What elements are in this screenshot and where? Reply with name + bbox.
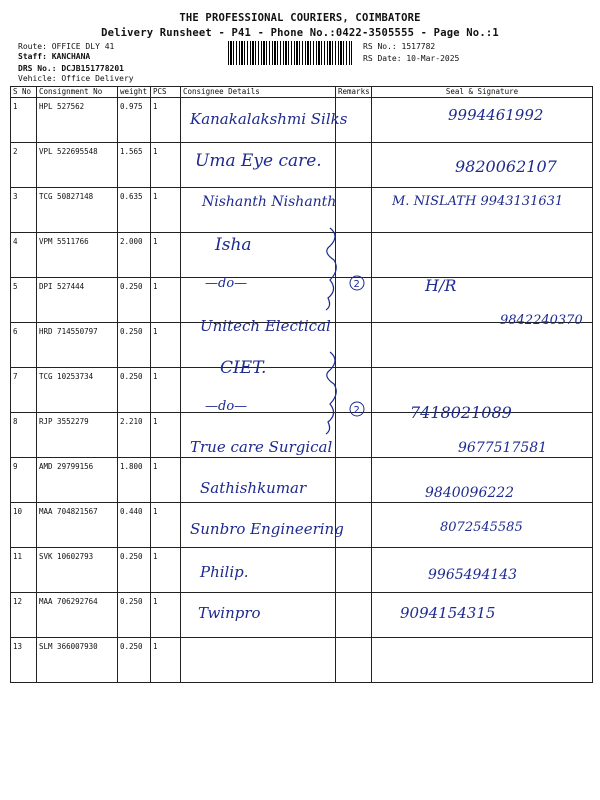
handwritten-consignee: Philip.	[200, 563, 249, 581]
page-title: THE PROFESSIONAL COURIERS, COIMBATORE	[179, 12, 421, 24]
route-label: Route: OFFICE DLY 41	[18, 42, 115, 51]
cell-sno: 7	[11, 368, 37, 413]
drs-number: DRS No.: DCJB151778201	[18, 64, 124, 73]
handwritten-signature-phone: H/R	[425, 276, 457, 295]
cell-pcs: 1	[151, 593, 181, 638]
cell-sno: 1	[11, 98, 37, 143]
handwritten-signature-phone: 9094154315	[400, 604, 496, 622]
cell-sno: 9	[11, 458, 37, 503]
cell-sno: 4	[11, 233, 37, 278]
cell-weight: 0.250	[118, 548, 151, 593]
handwritten-signature-phone: 9994461992	[448, 106, 544, 124]
handwritten-consignee: —do—	[205, 276, 248, 291]
cell-sno: 8	[11, 413, 37, 458]
cell-sno: 12	[11, 593, 37, 638]
handwritten-consignee: Nishanth Nishanth	[202, 194, 337, 210]
cell-weight: 0.250	[118, 323, 151, 368]
cell-cno: SLM 366007930	[37, 638, 118, 683]
handwritten-consignee: —do—	[205, 399, 248, 414]
circled-count-number: 2	[353, 279, 360, 290]
cell-cno: DPI 527444	[37, 278, 118, 323]
cell-sno: 6	[11, 323, 37, 368]
bracket-mark	[326, 352, 336, 434]
cell-cno: HPL 527562	[37, 98, 118, 143]
handwritten-consignee: Kanakalakshmi Silks	[190, 110, 348, 128]
cell-sno: 11	[11, 548, 37, 593]
cell-cno: AMD 29799156	[37, 458, 118, 503]
handwritten-signature-phone: 9842240370	[500, 313, 583, 328]
cell-cno: TCG 50827148	[37, 188, 118, 233]
handwritten-signature-phone: 8072545585	[440, 520, 523, 535]
cell-sno: 10	[11, 503, 37, 548]
rs-date: RS Date: 10-Mar-2025	[363, 54, 460, 63]
col-header-weight: weight	[118, 87, 151, 98]
cell-pcs: 1	[151, 548, 181, 593]
handwritten-signature-phone: 9965494143	[428, 567, 518, 583]
cell-weight: 2.000	[118, 233, 151, 278]
col-header-consignee: Consignee Details	[181, 87, 336, 98]
handwritten-signature-phone: 7418021089	[410, 403, 512, 422]
cell-weight: 2.210	[118, 413, 151, 458]
cell-pcs: 1	[151, 278, 181, 323]
cell-weight: 0.440	[118, 503, 151, 548]
cell-pcs: 1	[151, 368, 181, 413]
handwritten-signature-phone: 9677517581	[458, 440, 548, 456]
cell-pcs: 1	[151, 188, 181, 233]
rs-number: RS No.: 1517782	[363, 42, 436, 51]
cell-weight: 0.250	[118, 638, 151, 683]
cell-weight: 0.635	[118, 188, 151, 233]
handwritten-signature-phone: 9820062107	[455, 157, 557, 176]
cell-pcs: 1	[151, 503, 181, 548]
cell-cno: SVK 10602793	[37, 548, 118, 593]
handwritten-consignee: Uma Eye care.	[195, 151, 322, 171]
cell-weight: 0.250	[118, 368, 151, 413]
cell-pcs: 1	[151, 413, 181, 458]
page-subtitle: Delivery Runsheet - P41 - Phone No.:0422-3505555 - Page No.:1	[101, 27, 499, 39]
cell-sno: 3	[11, 188, 37, 233]
bracket-mark	[326, 228, 336, 310]
handwritten-consignee: Isha	[215, 235, 252, 255]
cell-cno: VPM 5511766	[37, 233, 118, 278]
cell-sno: 5	[11, 278, 37, 323]
cell-weight: 1.800	[118, 458, 151, 503]
cell-cno: TCG 10253734	[37, 368, 118, 413]
cell-pcs: 1	[151, 323, 181, 368]
col-header-sno: S No	[11, 87, 37, 98]
vehicle-label: Vehicle: Office Delivery	[18, 74, 134, 83]
handwritten-consignee: True care Surgical	[190, 438, 333, 456]
handwritten-consignee: CIET.	[220, 358, 267, 378]
cell-weight: 0.250	[118, 593, 151, 638]
cell-weight: 0.250	[118, 278, 151, 323]
staff-label: Staff: KANCHANA	[18, 52, 91, 61]
handwritten-signature-phone: 9840096222	[425, 485, 515, 501]
cell-cno: RJP 3552279	[37, 413, 118, 458]
handwritten-consignee: Unitech Electical	[200, 317, 331, 335]
cell-cno: MAA 704821567	[37, 503, 118, 548]
cell-sno: 13	[11, 638, 37, 683]
col-header-consignment: Consignment No	[37, 87, 118, 98]
col-header-pcs: PCS	[151, 87, 181, 98]
col-header-signature: Seal & Signature	[372, 87, 593, 98]
cell-cno: MAA 706292764	[37, 593, 118, 638]
cell-pcs: 1	[151, 233, 181, 278]
handwritten-signature-phone: M. NISLATH 9943131631	[392, 194, 564, 209]
handwritten-consignee: Twinpro	[198, 604, 261, 622]
handwritten-consignee: Sunbro Engineering	[190, 520, 344, 538]
col-header-remarks: Remarks	[336, 87, 372, 98]
cell-cno: VPL 522695548	[37, 143, 118, 188]
cell-cno: HRD 714550797	[37, 323, 118, 368]
cell-pcs: 1	[151, 458, 181, 503]
cell-pcs: 1	[151, 98, 181, 143]
cell-pcs: 1	[151, 143, 181, 188]
circled-count-number: 2	[353, 405, 360, 416]
cell-sno: 2	[11, 143, 37, 188]
cell-weight: 1.565	[118, 143, 151, 188]
cell-weight: 0.975	[118, 98, 151, 143]
handwritten-consignee: Sathishkumar	[200, 479, 307, 497]
cell-pcs: 1	[151, 638, 181, 683]
